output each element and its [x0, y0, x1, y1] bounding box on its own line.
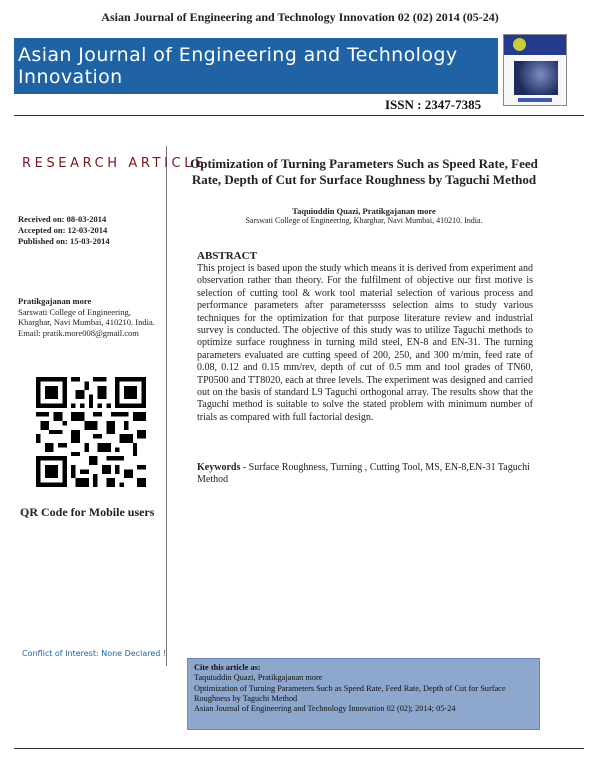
citation-source: Asian Journal of Engineering and Technology Innovation 02 (02); 2014; 05-24: [194, 704, 456, 714]
qr-code-caption: QR Code for Mobile users: [20, 505, 155, 519]
keywords-label: Keywords: [197, 462, 241, 473]
journal-banner: [14, 38, 498, 94]
journal-cover-thumbnail: [503, 34, 567, 106]
running-journal-title: Asian Journal of Engineering and Technology Innovation 02 (02) 2014 (05-24): [101, 10, 499, 24]
abstract-heading: ABSTRACT: [197, 250, 257, 262]
citation-title: Optimization of Turning Parameters Such as Speed Rate, Feed Rate, Depth of Cut for Surface Roughness by Taguchi Method: [194, 683, 506, 703]
issn-label: ISSN : 2347-7385: [385, 97, 482, 112]
citation-authors: Taquiuddin Quazi, Pratikgajanan more: [194, 673, 323, 683]
conflict-of-interest: Conflict of Interest: None Declared !: [22, 649, 167, 658]
sidebar-divider: [166, 146, 167, 666]
corresponding-author-name: Pratikgajanan more: [18, 296, 92, 306]
article-title: Optimization of Turning Parameters Such as Speed Rate, Feed Rate, Depth of Cut for Surface Roughness by Taguchi Method: [190, 156, 538, 187]
received-date: Received on: 08-03-2014: [18, 214, 107, 224]
abstract-text: This project is based upon the study which means it is derived from experiment and observation rather than theory. For the fulfilment of objective our first motive is selection of cutting tool & work tool material selection of various process and performance parameters after parameterssss selection aims to study various techniques for the optimization for that purpose literature review and industrial survey is conducted. The objective of this study was to utilize Taguchi methods to optimize surface roughness in turning mild steel, EN-8 and EN-31. The turning parameters evaluated are cutting speed of 200, 250, and 300 m/min, feed rate of 0.08, 0.12 and 0.15 mm/rev, depth of cut of 0.5 mm and tool grades of TN60, TP0500 and TT8020, each at three levels. The experiment was designed and carried out on the basis of standard L9 Taguchi orthogonal array. The results show that the Taguchi method is suitable to solve the stated problem with minimum number of trials as compared with full factorial design.: [197, 263, 533, 423]
article-type-label: RESEARCH ARTICLE: [22, 156, 207, 171]
corresponding-author: [18, 296, 164, 338]
corresponding-author-affiliation: Sarswati College of Engineering, Kharghar, Navi Mumbai, 410210. India.: [18, 306, 155, 327]
citation-heading: Cite this article as:: [194, 663, 261, 672]
article-affiliation: Sarswati College of Engineering, Kharghar, Navi Mumbai, 410210. India.: [245, 216, 483, 225]
published-date: Published on: 15-03-2014: [18, 236, 110, 246]
keywords: [197, 462, 533, 487]
qr-code-icon[interactable]: [36, 377, 146, 487]
footer-divider: [14, 748, 584, 749]
citation-box: [187, 658, 540, 730]
article-authors: Taquiuddin Quazi, Pratikgajanan more: [292, 206, 436, 216]
corresponding-author-email[interactable]: Email: pratik.more008@gmail.com: [18, 327, 139, 338]
keywords-list: - Surface Roughness, Turning , Cutting Tool, MS, EN-8,EN-31 Taguchi Method: [197, 462, 530, 486]
header-divider: [14, 115, 584, 116]
article-dates: [18, 214, 110, 247]
accepted-date: Accepted on: 12-03-2014: [18, 225, 108, 235]
journal-banner-title: Asian Journal of Engineering and Technology Innovation: [18, 44, 458, 88]
